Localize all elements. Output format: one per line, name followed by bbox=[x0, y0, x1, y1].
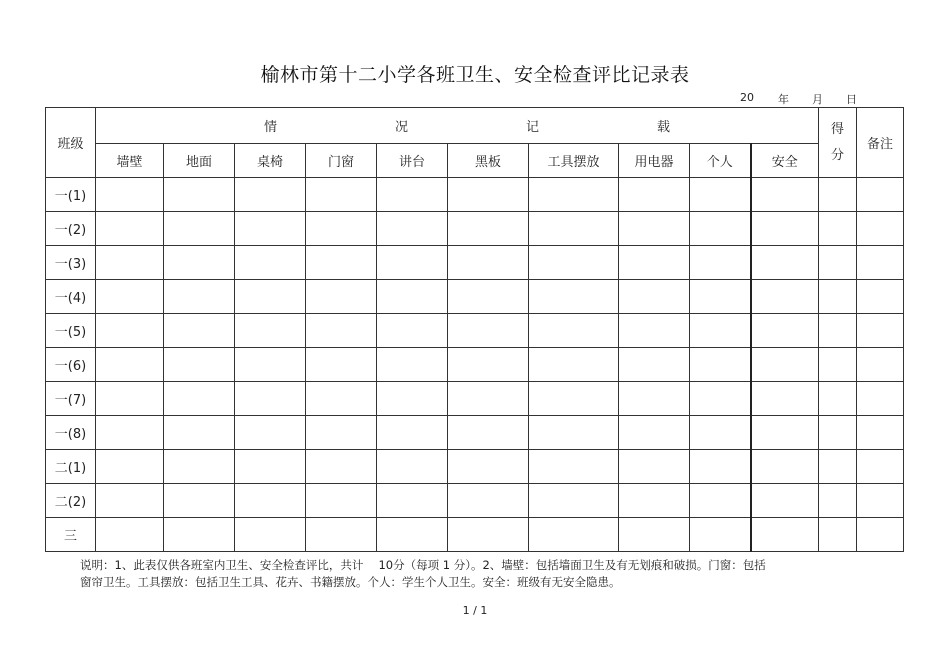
table-row bbox=[46, 348, 904, 382]
table-cell bbox=[690, 450, 751, 484]
table-cell bbox=[819, 348, 857, 382]
table-cell bbox=[857, 416, 904, 450]
column-header: 安全 bbox=[751, 144, 819, 178]
table-cell bbox=[235, 382, 306, 416]
table-cell bbox=[619, 212, 690, 246]
table-cell bbox=[448, 212, 529, 246]
table-cell bbox=[819, 484, 857, 518]
table-cell bbox=[751, 212, 819, 246]
table-cell bbox=[819, 212, 857, 246]
table-cell bbox=[857, 246, 904, 280]
table-cell bbox=[96, 178, 164, 212]
column-header: 桌椅 bbox=[235, 144, 306, 178]
score-header bbox=[819, 108, 857, 178]
table-cell bbox=[619, 382, 690, 416]
table-cell bbox=[751, 246, 819, 280]
table-cell bbox=[690, 484, 751, 518]
table-row bbox=[46, 246, 904, 280]
row-label: 一(1) bbox=[46, 178, 96, 212]
table-cell bbox=[164, 178, 235, 212]
table-cell bbox=[448, 348, 529, 382]
explanation-note bbox=[80, 557, 870, 591]
table-cell bbox=[164, 484, 235, 518]
table-cell bbox=[751, 382, 819, 416]
table-cell bbox=[619, 348, 690, 382]
table-cell bbox=[448, 314, 529, 348]
table-cell bbox=[235, 484, 306, 518]
table-cell bbox=[690, 416, 751, 450]
row-label: 三 bbox=[46, 518, 96, 552]
situation-char: 记 bbox=[525, 120, 539, 135]
table-cell bbox=[235, 416, 306, 450]
table-row bbox=[46, 484, 904, 518]
table-cell bbox=[164, 518, 235, 552]
table-row bbox=[46, 314, 904, 348]
column-header: 门窗 bbox=[306, 144, 377, 178]
situation-char: 况 bbox=[394, 120, 408, 135]
table-cell bbox=[377, 484, 448, 518]
row-label: 一(5) bbox=[46, 314, 96, 348]
table-cell bbox=[619, 416, 690, 450]
table-cell bbox=[96, 450, 164, 484]
table-cell bbox=[96, 382, 164, 416]
table-cell bbox=[164, 348, 235, 382]
table-cell bbox=[306, 280, 377, 314]
table-cell bbox=[377, 450, 448, 484]
column-header: 个人 bbox=[690, 144, 751, 178]
table-cell bbox=[306, 348, 377, 382]
table-cell bbox=[306, 178, 377, 212]
table-cell bbox=[164, 212, 235, 246]
row-label: 二(1) bbox=[46, 450, 96, 484]
row-label: 一(3) bbox=[46, 246, 96, 280]
table-cell bbox=[448, 518, 529, 552]
table-cell bbox=[377, 212, 448, 246]
table-cell bbox=[164, 416, 235, 450]
column-header: 黑板 bbox=[448, 144, 529, 178]
table-cell bbox=[96, 484, 164, 518]
table-cell bbox=[619, 280, 690, 314]
table-cell bbox=[529, 484, 619, 518]
table-cell bbox=[690, 246, 751, 280]
table-cell bbox=[529, 416, 619, 450]
table-cell bbox=[96, 314, 164, 348]
table-cell bbox=[819, 450, 857, 484]
table-cell bbox=[690, 518, 751, 552]
row-label: 一(8) bbox=[46, 416, 96, 450]
table-cell bbox=[819, 280, 857, 314]
date-year-prefix: 20 bbox=[740, 91, 754, 104]
table-cell bbox=[819, 416, 857, 450]
table-cell bbox=[448, 416, 529, 450]
column-header: 工具摆放 bbox=[529, 144, 619, 178]
table-cell bbox=[690, 382, 751, 416]
table-cell bbox=[164, 450, 235, 484]
table-cell bbox=[619, 450, 690, 484]
column-header: 用电器 bbox=[619, 144, 690, 178]
table-cell bbox=[819, 518, 857, 552]
table-cell bbox=[619, 518, 690, 552]
table-cell bbox=[857, 484, 904, 518]
table-cell bbox=[306, 314, 377, 348]
note-line: 说明：1、此表仅供各班室内卫生、安全检查评比，共计 10分（每项 1 分）。2、墙壁：包括墙面卫生及有无划痕和破损。门窗：包括 bbox=[80, 558, 766, 572]
row-label: 二(2) bbox=[46, 484, 96, 518]
table-cell bbox=[857, 518, 904, 552]
table-cell bbox=[235, 212, 306, 246]
table-row bbox=[46, 280, 904, 314]
page-title: 榆林市第十二小学各班卫生、安全检查评比记录表 bbox=[260, 64, 690, 86]
table-row bbox=[46, 450, 904, 484]
table-cell bbox=[235, 246, 306, 280]
table-cell bbox=[164, 382, 235, 416]
table-cell bbox=[377, 416, 448, 450]
table-cell bbox=[96, 212, 164, 246]
table-cell bbox=[529, 348, 619, 382]
row-label: 一(4) bbox=[46, 280, 96, 314]
row-label: 一(6) bbox=[46, 348, 96, 382]
table-cell bbox=[96, 518, 164, 552]
table-row bbox=[46, 416, 904, 450]
table-cell bbox=[306, 518, 377, 552]
date-year: 年 bbox=[778, 93, 789, 106]
table-cell bbox=[819, 246, 857, 280]
table-cell bbox=[857, 314, 904, 348]
table-cell bbox=[448, 280, 529, 314]
table-cell bbox=[690, 314, 751, 348]
table-cell bbox=[235, 518, 306, 552]
table-cell bbox=[751, 348, 819, 382]
table-cell bbox=[235, 314, 306, 348]
table-cell bbox=[690, 280, 751, 314]
table-cell bbox=[751, 416, 819, 450]
table-cell bbox=[619, 484, 690, 518]
column-header: 讲台 bbox=[377, 144, 448, 178]
table-cell bbox=[751, 178, 819, 212]
table-cell bbox=[96, 416, 164, 450]
score-char: 得 bbox=[830, 121, 844, 137]
table-cell bbox=[751, 450, 819, 484]
note-line: 窗帘卫生。工具摆放：包括卫生工具、花卉、书籍摆放。个人：学生个人卫生。安全：班级有无安全隐患。 bbox=[80, 575, 621, 589]
table-cell bbox=[529, 450, 619, 484]
table-cell bbox=[857, 450, 904, 484]
table-cell bbox=[448, 246, 529, 280]
table-cell bbox=[448, 450, 529, 484]
table-cell bbox=[448, 178, 529, 212]
table-cell bbox=[690, 178, 751, 212]
table-cell bbox=[235, 348, 306, 382]
table-cell bbox=[857, 178, 904, 212]
table-cell bbox=[857, 382, 904, 416]
table-cell bbox=[619, 246, 690, 280]
table-row bbox=[46, 178, 904, 212]
date-day: 日 bbox=[846, 93, 857, 106]
situation-header bbox=[96, 108, 819, 144]
table-cell bbox=[448, 484, 529, 518]
table-cell bbox=[819, 382, 857, 416]
table-cell bbox=[751, 518, 819, 552]
table-cell bbox=[306, 484, 377, 518]
table-cell bbox=[164, 280, 235, 314]
class-header: 班级 bbox=[46, 108, 96, 178]
table-cell bbox=[96, 348, 164, 382]
table-cell bbox=[96, 246, 164, 280]
situation-char: 载 bbox=[656, 120, 670, 135]
table-cell bbox=[306, 212, 377, 246]
table-cell bbox=[619, 314, 690, 348]
table-cell bbox=[619, 178, 690, 212]
table-cell bbox=[819, 314, 857, 348]
table-cell bbox=[529, 280, 619, 314]
record-table bbox=[45, 107, 904, 552]
row-label: 一(7) bbox=[46, 382, 96, 416]
page-number: 1 / 1 bbox=[462, 604, 488, 617]
score-char: 分 bbox=[830, 147, 844, 163]
table-cell bbox=[377, 178, 448, 212]
table-cell bbox=[235, 178, 306, 212]
column-header: 地面 bbox=[164, 144, 235, 178]
table-cell bbox=[377, 518, 448, 552]
table-cell bbox=[377, 280, 448, 314]
table-row bbox=[46, 382, 904, 416]
date-month: 月 bbox=[812, 93, 823, 106]
table-cell bbox=[235, 450, 306, 484]
table-cell bbox=[306, 246, 377, 280]
table-cell bbox=[448, 382, 529, 416]
table-row bbox=[46, 212, 904, 246]
table-cell bbox=[529, 382, 619, 416]
table-cell bbox=[235, 280, 306, 314]
table-cell bbox=[164, 246, 235, 280]
table-cell bbox=[529, 314, 619, 348]
table-cell bbox=[857, 348, 904, 382]
table-cell bbox=[751, 314, 819, 348]
situation-char: 情 bbox=[264, 120, 278, 135]
table-cell bbox=[377, 314, 448, 348]
table-cell bbox=[377, 246, 448, 280]
table-cell bbox=[306, 416, 377, 450]
table-cell bbox=[377, 348, 448, 382]
table-cell bbox=[529, 212, 619, 246]
table-cell bbox=[751, 484, 819, 518]
table-cell bbox=[819, 178, 857, 212]
remarks-header: 备注 bbox=[857, 108, 904, 178]
table-cell bbox=[306, 382, 377, 416]
table-row bbox=[46, 518, 904, 552]
table-cell bbox=[306, 450, 377, 484]
row-label: 一(2) bbox=[46, 212, 96, 246]
table-cell bbox=[96, 280, 164, 314]
table-cell bbox=[529, 518, 619, 552]
column-header: 墙壁 bbox=[96, 144, 164, 178]
table-cell bbox=[690, 212, 751, 246]
table-cell bbox=[857, 212, 904, 246]
table-cell bbox=[164, 314, 235, 348]
table-cell bbox=[529, 178, 619, 212]
table-cell bbox=[751, 280, 819, 314]
table-cell bbox=[857, 280, 904, 314]
table-cell bbox=[690, 348, 751, 382]
table-cell bbox=[377, 382, 448, 416]
table-cell bbox=[529, 246, 619, 280]
